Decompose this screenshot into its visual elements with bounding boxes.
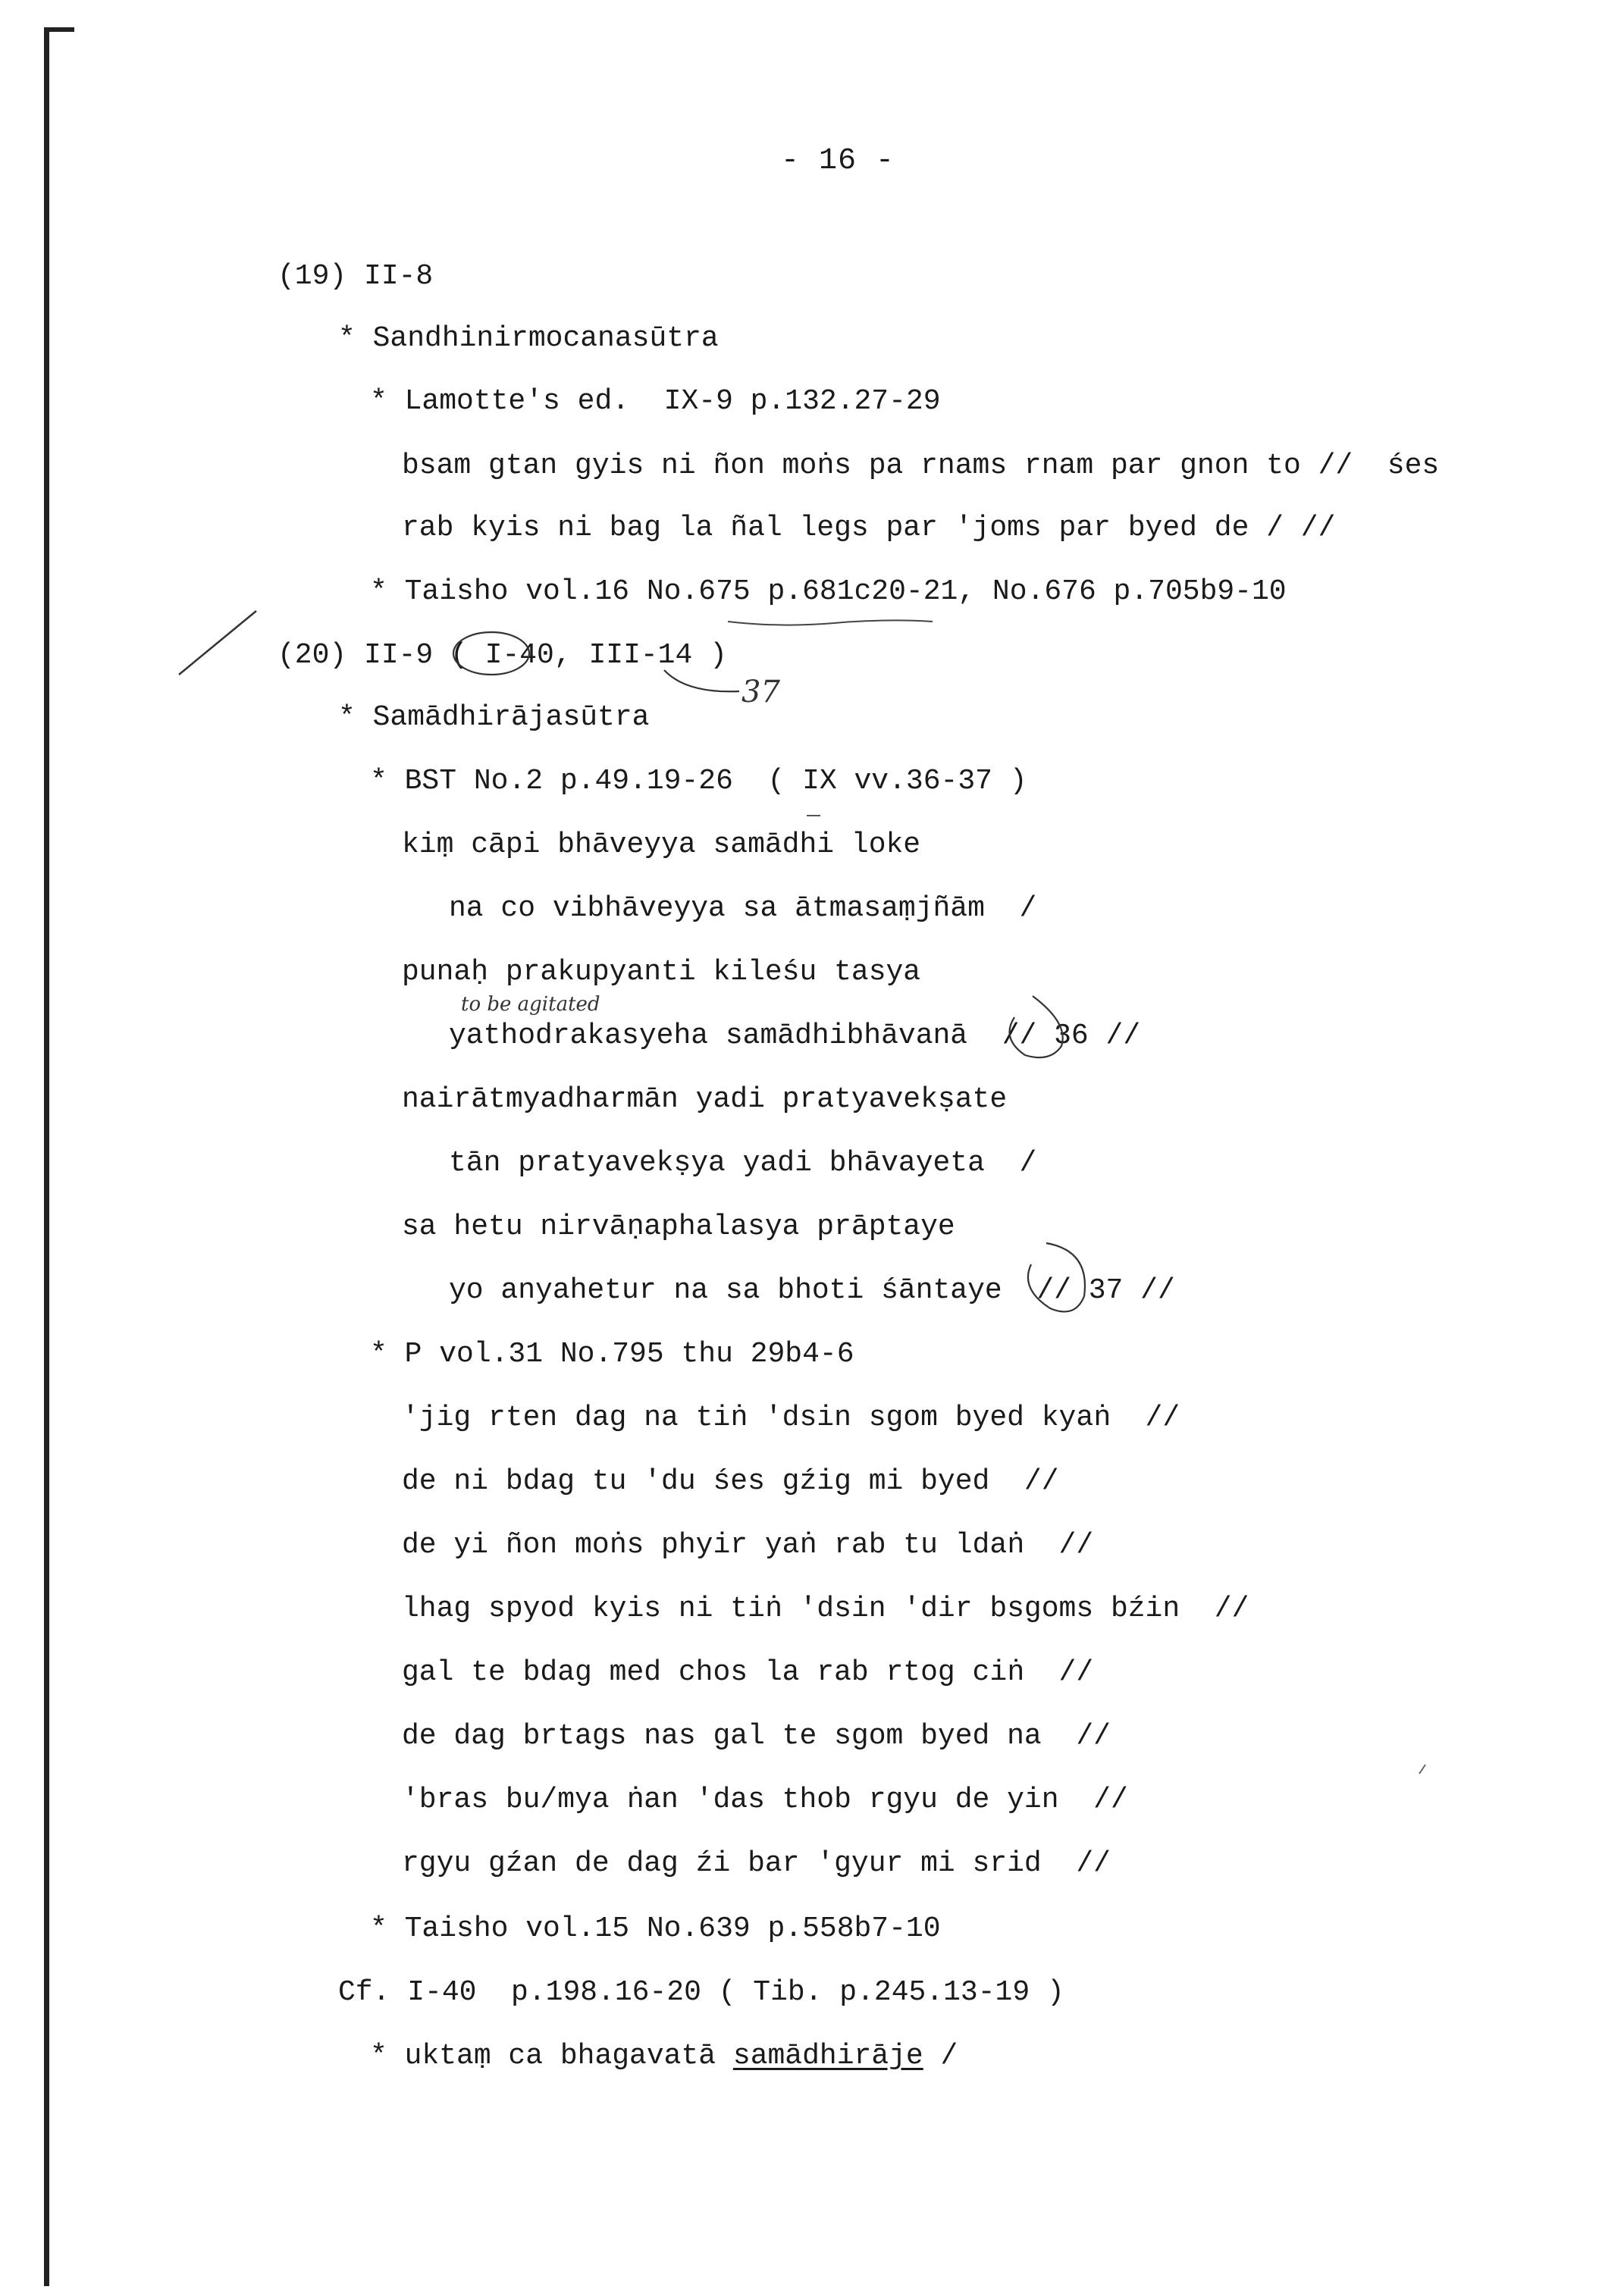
quote-intro: * uktaṃ ca bhagavatā <box>370 2040 733 2072</box>
reference-line: * Lamotte's ed. IX-9 p.132.27-29 <box>370 385 941 418</box>
tibetan-line: 'bras bu/mya ṅan 'das thob rgyu de yin // <box>402 1784 1128 1816</box>
verse-line: punaḥ prakupyanti kileśu tasya <box>402 956 921 988</box>
entry-19-heading: (19) II-8 <box>277 260 434 293</box>
verse-line: kiṃ cāpi bhāveyya samādhi loke <box>402 829 921 861</box>
tibetan-line: de yi ñon moṅs phyir yaṅ rab tu ldaṅ // <box>402 1529 1094 1561</box>
wavy-underline <box>728 620 933 625</box>
verse-line: tān pratyavekṣya yadi bhāvayeta / <box>449 1147 1037 1179</box>
source-title: * Samādhirājasūtra <box>338 701 650 734</box>
text-line-tail: es <box>1404 449 1440 482</box>
tibetan-line: de ni bdag tu 'du śes gźig mi byed // <box>402 1465 1059 1498</box>
verse-line: nairātmyadharmān yadi pratyavekṣate <box>402 1083 1008 1116</box>
circle-annotation <box>1028 1243 1085 1311</box>
handwritten-note: to be agitated <box>461 993 600 1016</box>
verse-line: sa hetu nirvāṇaphalasya prāptaye <box>402 1211 955 1243</box>
verse-line: yo anyahetur na sa bhoti śāntaye // 37 // <box>449 1274 1175 1307</box>
reference-line: * Taisho vol.15 No.639 p.558b7-10 <box>370 1912 941 1945</box>
handwritten-37: 37 <box>741 675 780 709</box>
stray-mark <box>1419 1765 1425 1774</box>
page-number: - 16 - <box>781 144 895 178</box>
margin-tick-mark <box>179 611 256 675</box>
text-line-main: bsam gtan gyis ni ñon moṅs pa rnams rnam par gnon to // ś <box>402 449 1405 482</box>
circle-annotation <box>1010 996 1063 1057</box>
circle-annotation <box>453 632 529 675</box>
entry-20-heading: (20) II-9 ( I-40, III-14 ) <box>277 639 727 672</box>
tibetan-line: de dag brtags nas gal te sgom byed na // <box>402 1720 1111 1753</box>
curve-arrow <box>664 670 739 691</box>
reference-line: * BST No.2 p.49.19-26 ( IX vv.36-37 ) <box>370 765 1027 797</box>
text-line: rab kyis ni bag la ñal legs par 'joms par byed de / // <box>402 512 1336 544</box>
verse-line: yathodrakasyeha samādhibhāvanā // 36 // <box>449 1020 1141 1052</box>
underlined-title: samādhirāje <box>732 2040 923 2072</box>
tibetan-line: 'jig rten dag na tiṅ 'dsin sgom byed kyaṅ // <box>402 1402 1180 1434</box>
tibetan-line: gal te bdag med chos la rab rtog ciṅ // <box>402 1656 1094 1689</box>
reference-line: * Taisho vol.16 No.675 p.681c20-21, No.676 p.705b9-10 <box>370 575 1287 608</box>
tibetan-line: rgyu gźan de dag źi bar 'gyur mi srid // <box>402 1847 1111 1880</box>
tibetan-line: lhag spyod kyis ni tiṅ 'dsin 'dir bsgoms bźin // <box>402 1593 1249 1625</box>
quote-end: / <box>923 2040 958 2072</box>
reference-line: * P vol.31 No.795 thu 29b4-6 <box>370 1338 854 1370</box>
source-title: * Sandhinirmocanasūtra <box>338 322 719 355</box>
verse-line: na co vibhāveyya sa ātmasaṃjñām / <box>449 892 1037 925</box>
cross-reference: Cf. I-40 p.198.16-20 ( Tib. p.245.13-19 ) <box>338 1976 1064 2009</box>
